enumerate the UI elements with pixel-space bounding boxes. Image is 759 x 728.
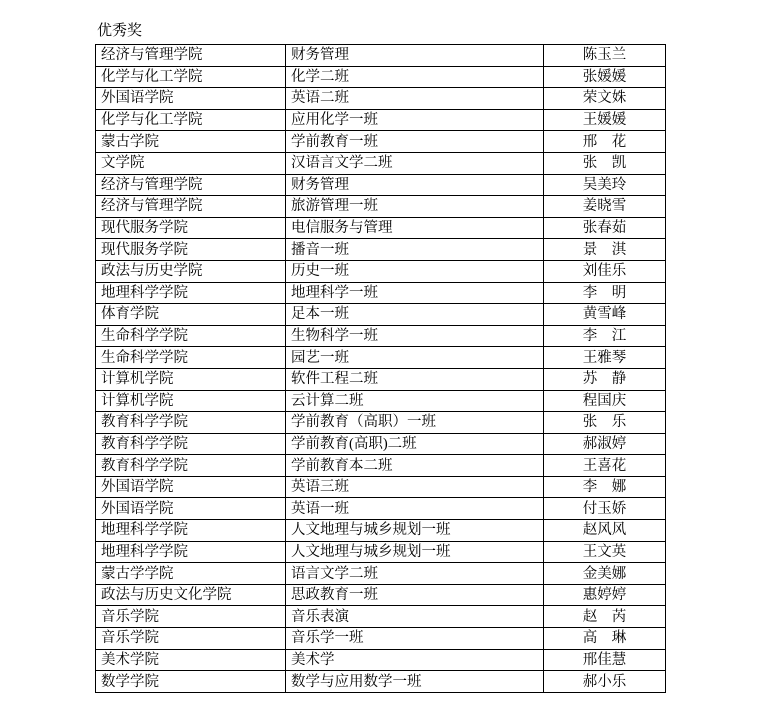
table-row	[96, 325, 666, 347]
name-cell: 王喜花	[544, 455, 666, 477]
table-row	[96, 476, 666, 498]
name-cell: 惠婷婷	[544, 584, 666, 606]
class-cell: 美术学	[286, 649, 544, 671]
class-cell: 人文地理与城乡规划一班	[286, 541, 544, 563]
college-cell: 经济与管理学院	[96, 174, 286, 196]
name-cell: 张 乐	[544, 412, 666, 434]
class-cell: 汉语言文学二班	[286, 152, 544, 174]
award-table	[95, 44, 666, 693]
name-cell: 张媛媛	[544, 66, 666, 88]
table-row	[96, 606, 666, 628]
college-cell: 生命科学学院	[96, 347, 286, 369]
college-cell: 政法与历史文化学院	[96, 584, 286, 606]
table-row	[96, 45, 666, 67]
name-cell: 王媛媛	[544, 109, 666, 131]
name-cell: 张 凯	[544, 152, 666, 174]
college-cell: 经济与管理学院	[96, 196, 286, 218]
table-row	[96, 563, 666, 585]
college-cell: 蒙古学院	[96, 131, 286, 153]
college-cell: 现代服务学院	[96, 217, 286, 239]
name-cell: 王雅琴	[544, 347, 666, 369]
class-cell: 财务管理	[286, 45, 544, 67]
table-row	[96, 520, 666, 542]
college-cell: 经济与管理学院	[96, 45, 286, 67]
name-cell: 景 淇	[544, 239, 666, 261]
table-row	[96, 260, 666, 282]
college-cell: 教育科学学院	[96, 455, 286, 477]
college-cell: 地理科学学院	[96, 541, 286, 563]
name-cell: 陈玉兰	[544, 45, 666, 67]
class-cell: 云计算二班	[286, 390, 544, 412]
college-cell: 计算机学院	[96, 368, 286, 390]
name-cell: 程国庆	[544, 390, 666, 412]
name-cell: 郝小乐	[544, 671, 666, 693]
college-cell: 化学与化工学院	[96, 66, 286, 88]
name-cell: 邢佳慧	[544, 649, 666, 671]
class-cell: 人文地理与城乡规划一班	[286, 520, 544, 542]
name-cell: 赵 芮	[544, 606, 666, 628]
table-row	[96, 196, 666, 218]
table-row	[96, 433, 666, 455]
class-cell: 语言文学二班	[286, 563, 544, 585]
table-row	[96, 282, 666, 304]
class-cell: 园艺一班	[286, 347, 544, 369]
name-cell: 金美娜	[544, 563, 666, 585]
college-cell: 外国语学院	[96, 498, 286, 520]
table-row	[96, 239, 666, 261]
college-cell: 生命科学学院	[96, 325, 286, 347]
class-cell: 地理科学一班	[286, 282, 544, 304]
table-row	[96, 628, 666, 650]
college-cell: 地理科学学院	[96, 520, 286, 542]
class-cell: 应用化学一班	[286, 109, 544, 131]
class-cell: 学前教育（高职）一班	[286, 412, 544, 434]
class-cell: 旅游管理一班	[286, 196, 544, 218]
table-row	[96, 498, 666, 520]
college-cell: 政法与历史学院	[96, 260, 286, 282]
table-row	[96, 541, 666, 563]
college-cell: 外国语学院	[96, 476, 286, 498]
class-cell: 英语三班	[286, 476, 544, 498]
class-cell: 财务管理	[286, 174, 544, 196]
college-cell: 文学院	[96, 152, 286, 174]
college-cell: 蒙古学学院	[96, 563, 286, 585]
class-cell: 播音一班	[286, 239, 544, 261]
class-cell: 思政教育一班	[286, 584, 544, 606]
college-cell: 音乐学院	[96, 628, 286, 650]
name-cell: 高 琳	[544, 628, 666, 650]
table-row	[96, 390, 666, 412]
page-title: 优秀奖	[97, 23, 143, 39]
name-cell: 付玉娇	[544, 498, 666, 520]
college-cell: 数学学院	[96, 671, 286, 693]
name-cell: 郝淑婷	[544, 433, 666, 455]
name-cell: 刘佳乐	[544, 260, 666, 282]
award-table-body	[96, 45, 666, 693]
name-cell: 姜晓雪	[544, 196, 666, 218]
college-cell: 计算机学院	[96, 390, 286, 412]
table-row	[96, 174, 666, 196]
college-cell: 现代服务学院	[96, 239, 286, 261]
name-cell: 李 江	[544, 325, 666, 347]
class-cell: 电信服务与管理	[286, 217, 544, 239]
table-row	[96, 671, 666, 693]
college-cell: 教育科学学院	[96, 433, 286, 455]
name-cell: 王文英	[544, 541, 666, 563]
name-cell: 荣文姝	[544, 88, 666, 110]
class-cell: 软件工程二班	[286, 368, 544, 390]
name-cell: 邢 花	[544, 131, 666, 153]
table-row	[96, 455, 666, 477]
table-row	[96, 66, 666, 88]
table-row	[96, 347, 666, 369]
name-cell: 张春茹	[544, 217, 666, 239]
college-cell: 化学与化工学院	[96, 109, 286, 131]
class-cell: 化学二班	[286, 66, 544, 88]
class-cell: 学前教育本二班	[286, 455, 544, 477]
name-cell: 赵风风	[544, 520, 666, 542]
class-cell: 音乐学一班	[286, 628, 544, 650]
college-cell: 美术学院	[96, 649, 286, 671]
class-cell: 学前教育(高职)二班	[286, 433, 544, 455]
name-cell: 黄雪峰	[544, 304, 666, 326]
table-row	[96, 131, 666, 153]
table-row	[96, 412, 666, 434]
name-cell: 吴美玲	[544, 174, 666, 196]
class-cell: 数学与应用数学一班	[286, 671, 544, 693]
table-row	[96, 88, 666, 110]
name-cell: 李 娜	[544, 476, 666, 498]
college-cell: 音乐学院	[96, 606, 286, 628]
class-cell: 英语一班	[286, 498, 544, 520]
college-cell: 地理科学学院	[96, 282, 286, 304]
class-cell: 英语二班	[286, 88, 544, 110]
table-row	[96, 368, 666, 390]
class-cell: 生物科学一班	[286, 325, 544, 347]
table-row	[96, 584, 666, 606]
class-cell: 学前教育一班	[286, 131, 544, 153]
table-row	[96, 217, 666, 239]
class-cell: 足本一班	[286, 304, 544, 326]
college-cell: 体育学院	[96, 304, 286, 326]
college-cell: 教育科学学院	[96, 412, 286, 434]
name-cell: 苏 静	[544, 368, 666, 390]
college-cell: 外国语学院	[96, 88, 286, 110]
table-row	[96, 109, 666, 131]
class-cell: 音乐表演	[286, 606, 544, 628]
name-cell: 李 明	[544, 282, 666, 304]
class-cell: 历史一班	[286, 260, 544, 282]
table-row	[96, 304, 666, 326]
table-row	[96, 152, 666, 174]
table-row	[96, 649, 666, 671]
